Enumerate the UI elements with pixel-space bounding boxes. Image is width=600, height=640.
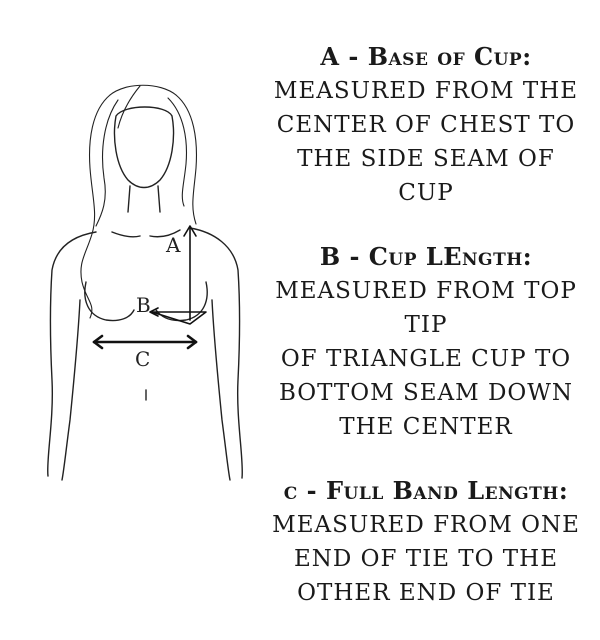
torso-right [212,300,230,480]
hair-strand-left [96,100,118,226]
legend-title-c: c - Full Band Length: [283,476,569,505]
legend-entry-a [270,40,582,210]
marker-b-label: B [136,293,151,317]
neck-right [158,186,160,212]
face-outline [115,107,174,188]
neck-left [128,186,130,212]
legend-line: END OF TIE TO THE [293,546,558,572]
legend-title-b: B - Cup LEngth: [319,242,533,271]
legend-line: OTHER END OF TIE [297,580,555,606]
left-shoulder-arm [48,232,96,476]
legend-line: BOTTOM SEAM DOWN [278,380,574,406]
collarbone-left [112,232,140,237]
hair-top [110,85,176,95]
legend-entry-b [270,240,582,444]
marker-c-label: C [135,347,151,371]
measurement-legend [270,40,582,640]
body-figure-illustration [0,0,290,600]
legend-line: MEASURED FROM TOP TIP [275,278,577,338]
measure-a-arrow [184,226,196,320]
chest-right [156,282,207,321]
legend-entry-c [270,474,582,610]
legend-line: OF TRIANGLE CUP TO [280,346,572,372]
marker-a-label: A [166,233,181,257]
legend-title-a: A - Base of Cup: [320,42,532,71]
legend-line: THE CENTER [339,414,513,440]
legend-line: CENTER OF CHEST TO [276,112,576,138]
measure-b-triangle [150,308,206,324]
legend-line: THE SIDE SEAM OF CUP [297,146,555,206]
body-outline-svg [0,0,290,600]
legend-line: MEASURED FROM ONE [272,512,580,538]
legend-line: MEASURED FROM THE [273,78,579,104]
torso-left [62,300,80,480]
chest-left [85,282,134,321]
